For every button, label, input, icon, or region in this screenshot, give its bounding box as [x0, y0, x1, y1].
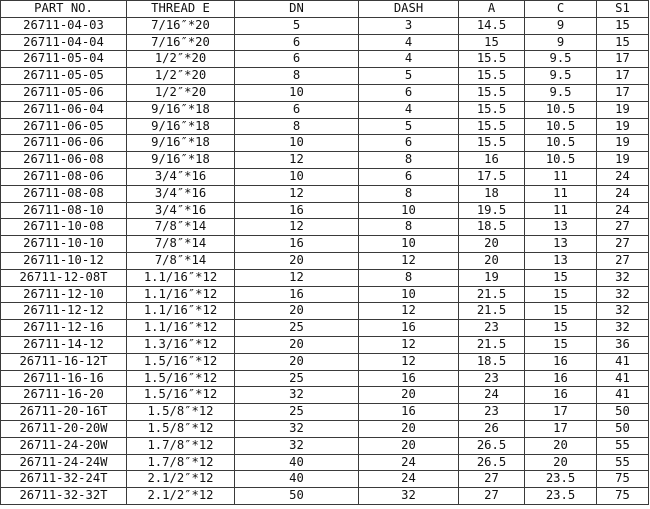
s1-cell: 27 [597, 219, 649, 236]
table-header [1, 1, 649, 18]
part-no-cell: 26711-04-03 [1, 17, 127, 34]
a-cell: 24 [459, 387, 525, 404]
table-row [1, 370, 649, 387]
s1-cell: 32 [597, 303, 649, 320]
dn-cell: 16 [235, 286, 359, 303]
dn-cell: 10 [235, 135, 359, 152]
thread-e-cell: 7/16″*20 [127, 17, 235, 34]
table-body [1, 17, 649, 504]
a-cell: 19 [459, 269, 525, 286]
c-cell: 9.5 [525, 68, 597, 85]
table-row [1, 135, 649, 152]
thread-e-cell: 3/4″*16 [127, 168, 235, 185]
c-cell: 10.5 [525, 152, 597, 169]
dn-cell: 5 [235, 17, 359, 34]
dn-cell: 32 [235, 420, 359, 437]
c-cell: 15 [525, 269, 597, 286]
s1-cell: 32 [597, 320, 649, 337]
header-thread-e: THREAD E [127, 1, 235, 18]
dash-cell: 6 [359, 84, 459, 101]
part-no-cell: 26711-06-06 [1, 135, 127, 152]
table-row [1, 101, 649, 118]
table-row [1, 152, 649, 169]
thread-e-cell: 1.5/8″*12 [127, 404, 235, 421]
a-cell: 18.5 [459, 353, 525, 370]
thread-e-cell: 1/2″*20 [127, 51, 235, 68]
c-cell: 15 [525, 336, 597, 353]
dn-cell: 6 [235, 101, 359, 118]
table-row [1, 236, 649, 253]
table-row [1, 303, 649, 320]
dn-cell: 12 [235, 152, 359, 169]
a-cell: 23 [459, 404, 525, 421]
s1-cell: 17 [597, 84, 649, 101]
c-cell: 15 [525, 303, 597, 320]
s1-cell: 24 [597, 168, 649, 185]
part-no-cell: 26711-05-06 [1, 84, 127, 101]
dash-cell: 4 [359, 51, 459, 68]
table-row [1, 168, 649, 185]
dash-cell: 4 [359, 101, 459, 118]
c-cell: 23.5 [525, 488, 597, 505]
dash-cell: 16 [359, 370, 459, 387]
table-row [1, 437, 649, 454]
table-row [1, 219, 649, 236]
part-no-cell: 26711-32-32T [1, 488, 127, 505]
dash-cell: 24 [359, 471, 459, 488]
s1-cell: 19 [597, 118, 649, 135]
s1-cell: 27 [597, 236, 649, 253]
part-no-cell: 26711-10-08 [1, 219, 127, 236]
part-no-cell: 26711-12-10 [1, 286, 127, 303]
a-cell: 15.5 [459, 135, 525, 152]
thread-e-cell: 1.7/8″*12 [127, 437, 235, 454]
s1-cell: 15 [597, 34, 649, 51]
part-no-cell: 26711-08-10 [1, 202, 127, 219]
c-cell: 23.5 [525, 471, 597, 488]
header-part-no: PART NO. [1, 1, 127, 18]
table-row [1, 34, 649, 51]
s1-cell: 32 [597, 269, 649, 286]
a-cell: 15.5 [459, 118, 525, 135]
part-no-cell: 26711-06-05 [1, 118, 127, 135]
s1-cell: 19 [597, 152, 649, 169]
part-no-cell: 26711-12-12 [1, 303, 127, 320]
c-cell: 13 [525, 236, 597, 253]
dn-cell: 12 [235, 219, 359, 236]
table-row [1, 320, 649, 337]
s1-cell: 41 [597, 387, 649, 404]
dn-cell: 16 [235, 236, 359, 253]
table-row [1, 118, 649, 135]
dash-cell: 12 [359, 353, 459, 370]
a-cell: 15.5 [459, 68, 525, 85]
part-no-cell: 26711-08-08 [1, 185, 127, 202]
thread-e-cell: 7/16″*20 [127, 34, 235, 51]
header-a: A [459, 1, 525, 18]
dash-cell: 10 [359, 236, 459, 253]
header-c: C [525, 1, 597, 18]
s1-cell: 75 [597, 488, 649, 505]
a-cell: 21.5 [459, 303, 525, 320]
c-cell: 17 [525, 420, 597, 437]
a-cell: 21.5 [459, 336, 525, 353]
dash-cell: 5 [359, 118, 459, 135]
part-no-cell: 26711-08-06 [1, 168, 127, 185]
dn-cell: 32 [235, 387, 359, 404]
dash-cell: 24 [359, 454, 459, 471]
dn-cell: 20 [235, 336, 359, 353]
thread-e-cell: 1.5/16″*12 [127, 387, 235, 404]
dash-cell: 12 [359, 336, 459, 353]
thread-e-cell: 1.5/8″*12 [127, 420, 235, 437]
part-no-cell: 26711-10-12 [1, 252, 127, 269]
a-cell: 20 [459, 236, 525, 253]
s1-cell: 19 [597, 101, 649, 118]
part-no-cell: 26711-24-24W [1, 454, 127, 471]
a-cell: 19.5 [459, 202, 525, 219]
part-no-cell: 26711-12-16 [1, 320, 127, 337]
s1-cell: 17 [597, 51, 649, 68]
a-cell: 15 [459, 34, 525, 51]
dash-cell: 5 [359, 68, 459, 85]
dash-cell: 16 [359, 320, 459, 337]
part-no-cell: 26711-32-24T [1, 471, 127, 488]
s1-cell: 32 [597, 286, 649, 303]
table-row [1, 269, 649, 286]
c-cell: 11 [525, 202, 597, 219]
c-cell: 15 [525, 286, 597, 303]
table-row [1, 454, 649, 471]
part-no-cell: 26711-20-16T [1, 404, 127, 421]
part-no-cell: 26711-06-08 [1, 152, 127, 169]
dash-cell: 20 [359, 387, 459, 404]
thread-e-cell: 1.1/16″*12 [127, 320, 235, 337]
dash-cell: 8 [359, 152, 459, 169]
dn-cell: 20 [235, 252, 359, 269]
dash-cell: 4 [359, 34, 459, 51]
part-no-cell: 26711-05-05 [1, 68, 127, 85]
part-no-cell: 26711-16-20 [1, 387, 127, 404]
dn-cell: 40 [235, 471, 359, 488]
dash-cell: 8 [359, 185, 459, 202]
s1-cell: 55 [597, 437, 649, 454]
dn-cell: 12 [235, 185, 359, 202]
thread-e-cell: 1.5/16″*12 [127, 370, 235, 387]
c-cell: 15 [525, 320, 597, 337]
dn-cell: 8 [235, 118, 359, 135]
thread-e-cell: 9/16″*18 [127, 135, 235, 152]
a-cell: 18 [459, 185, 525, 202]
c-cell: 16 [525, 353, 597, 370]
s1-cell: 19 [597, 135, 649, 152]
a-cell: 23 [459, 320, 525, 337]
thread-e-cell: 3/4″*16 [127, 202, 235, 219]
c-cell: 16 [525, 387, 597, 404]
header-s1: S1 [597, 1, 649, 18]
dn-cell: 20 [235, 353, 359, 370]
dn-cell: 50 [235, 488, 359, 505]
c-cell: 20 [525, 454, 597, 471]
dn-cell: 8 [235, 68, 359, 85]
s1-cell: 15 [597, 17, 649, 34]
thread-e-cell: 1.5/16″*12 [127, 353, 235, 370]
part-no-cell: 26711-10-10 [1, 236, 127, 253]
s1-cell: 50 [597, 420, 649, 437]
dn-cell: 25 [235, 370, 359, 387]
thread-e-cell: 2.1/2″*12 [127, 471, 235, 488]
c-cell: 9 [525, 17, 597, 34]
c-cell: 9 [525, 34, 597, 51]
table-row [1, 387, 649, 404]
dn-cell: 32 [235, 437, 359, 454]
table-row [1, 51, 649, 68]
table-row [1, 404, 649, 421]
a-cell: 14.5 [459, 17, 525, 34]
c-cell: 10.5 [525, 118, 597, 135]
part-no-cell: 26711-05-04 [1, 51, 127, 68]
c-cell: 9.5 [525, 84, 597, 101]
part-no-cell: 26711-12-08T [1, 269, 127, 286]
thread-e-cell: 1.7/8″*12 [127, 454, 235, 471]
s1-cell: 50 [597, 404, 649, 421]
c-cell: 16 [525, 370, 597, 387]
thread-e-cell: 9/16″*18 [127, 118, 235, 135]
a-cell: 26.5 [459, 437, 525, 454]
header-row [1, 1, 649, 18]
part-no-cell: 26711-16-12T [1, 353, 127, 370]
dn-cell: 40 [235, 454, 359, 471]
c-cell: 10.5 [525, 101, 597, 118]
dn-cell: 6 [235, 34, 359, 51]
dash-cell: 6 [359, 135, 459, 152]
dn-cell: 25 [235, 320, 359, 337]
thread-e-cell: 9/16″*18 [127, 101, 235, 118]
table-row [1, 286, 649, 303]
a-cell: 15.5 [459, 101, 525, 118]
part-no-cell: 26711-16-16 [1, 370, 127, 387]
header-dn: DN [235, 1, 359, 18]
part-no-cell: 26711-14-12 [1, 336, 127, 353]
table-row [1, 488, 649, 505]
part-no-cell: 26711-04-04 [1, 34, 127, 51]
dn-cell: 25 [235, 404, 359, 421]
table-row [1, 202, 649, 219]
dn-cell: 12 [235, 269, 359, 286]
a-cell: 16 [459, 152, 525, 169]
thread-e-cell: 7/8″*14 [127, 219, 235, 236]
dn-cell: 20 [235, 303, 359, 320]
a-cell: 27 [459, 471, 525, 488]
a-cell: 26 [459, 420, 525, 437]
thread-e-cell: 7/8″*14 [127, 252, 235, 269]
a-cell: 15.5 [459, 84, 525, 101]
table-row [1, 336, 649, 353]
c-cell: 11 [525, 185, 597, 202]
dash-cell: 8 [359, 219, 459, 236]
table-row [1, 68, 649, 85]
table-row [1, 252, 649, 269]
dn-cell: 6 [235, 51, 359, 68]
part-no-cell: 26711-24-20W [1, 437, 127, 454]
a-cell: 17.5 [459, 168, 525, 185]
s1-cell: 27 [597, 252, 649, 269]
dash-cell: 32 [359, 488, 459, 505]
c-cell: 17 [525, 404, 597, 421]
dash-cell: 20 [359, 437, 459, 454]
a-cell: 21.5 [459, 286, 525, 303]
table-row [1, 420, 649, 437]
dash-cell: 3 [359, 17, 459, 34]
c-cell: 11 [525, 168, 597, 185]
s1-cell: 55 [597, 454, 649, 471]
dn-cell: 16 [235, 202, 359, 219]
thread-e-cell: 7/8″*14 [127, 236, 235, 253]
thread-e-cell: 1/2″*20 [127, 84, 235, 101]
table-row [1, 353, 649, 370]
dash-cell: 12 [359, 303, 459, 320]
dash-cell: 10 [359, 202, 459, 219]
s1-cell: 41 [597, 353, 649, 370]
dash-cell: 10 [359, 286, 459, 303]
s1-cell: 36 [597, 336, 649, 353]
a-cell: 18.5 [459, 219, 525, 236]
part-no-cell: 26711-20-20W [1, 420, 127, 437]
dash-cell: 12 [359, 252, 459, 269]
thread-e-cell: 3/4″*16 [127, 185, 235, 202]
dash-cell: 6 [359, 168, 459, 185]
table-row [1, 17, 649, 34]
a-cell: 27 [459, 488, 525, 505]
thread-e-cell: 1/2″*20 [127, 68, 235, 85]
table-row [1, 84, 649, 101]
thread-e-cell: 1.1/16″*12 [127, 286, 235, 303]
part-no-cell: 26711-06-04 [1, 101, 127, 118]
s1-cell: 17 [597, 68, 649, 85]
a-cell: 26.5 [459, 454, 525, 471]
thread-e-cell: 2.1/2″*12 [127, 488, 235, 505]
dash-cell: 16 [359, 404, 459, 421]
thread-e-cell: 1.1/16″*12 [127, 269, 235, 286]
c-cell: 10.5 [525, 135, 597, 152]
a-cell: 15.5 [459, 51, 525, 68]
dn-cell: 10 [235, 84, 359, 101]
s1-cell: 75 [597, 471, 649, 488]
thread-e-cell: 1.1/16″*12 [127, 303, 235, 320]
c-cell: 9.5 [525, 51, 597, 68]
thread-e-cell: 9/16″*18 [127, 152, 235, 169]
dash-cell: 8 [359, 269, 459, 286]
s1-cell: 24 [597, 202, 649, 219]
thread-e-cell: 1.3/16″*12 [127, 336, 235, 353]
table-row [1, 471, 649, 488]
a-cell: 20 [459, 252, 525, 269]
header-dash: DASH [359, 1, 459, 18]
s1-cell: 24 [597, 185, 649, 202]
c-cell: 13 [525, 252, 597, 269]
dash-cell: 20 [359, 420, 459, 437]
table-row [1, 185, 649, 202]
c-cell: 20 [525, 437, 597, 454]
dn-cell: 10 [235, 168, 359, 185]
c-cell: 13 [525, 219, 597, 236]
s1-cell: 41 [597, 370, 649, 387]
a-cell: 23 [459, 370, 525, 387]
